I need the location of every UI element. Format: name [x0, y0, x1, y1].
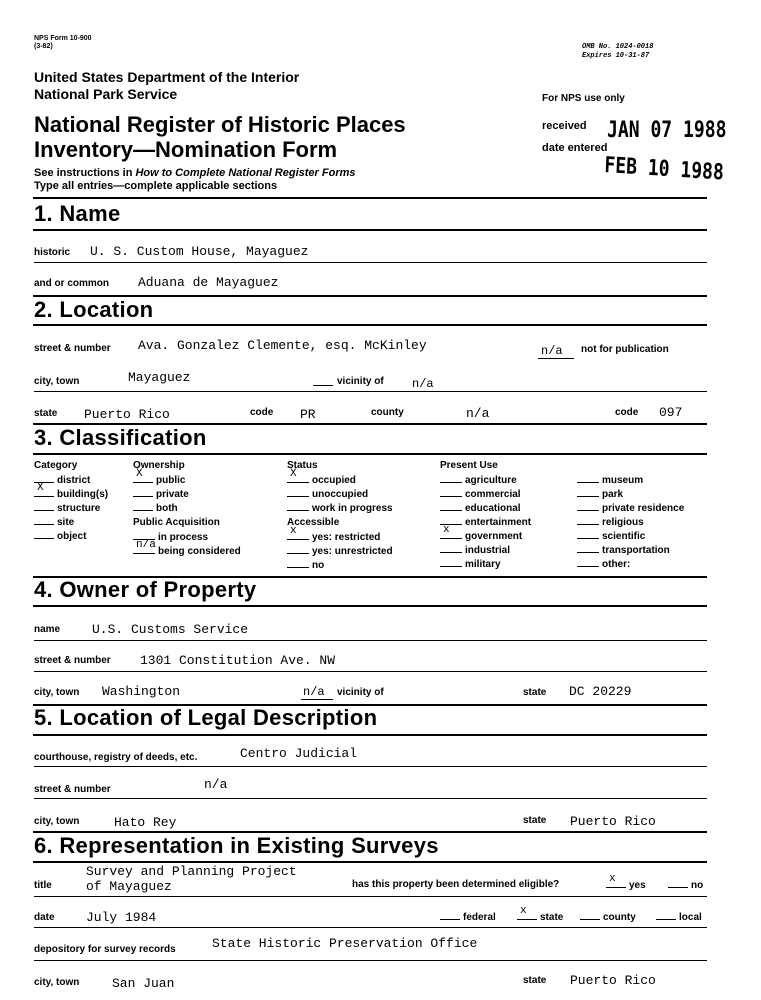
checklist-label: public [156, 475, 186, 486]
checklist-label: private residence [602, 503, 685, 514]
checkbox-line [440, 911, 460, 920]
checklist-label: entertainment [465, 517, 532, 528]
checklist-item [34, 516, 108, 530]
check-mark: n/a [136, 539, 156, 551]
checkbox-line [577, 474, 599, 483]
code-value: PR [300, 407, 316, 422]
checkbox-line [577, 516, 599, 525]
checkbox-line [34, 482, 54, 497]
street-value: Ava. Gonzalez Clemente, esq. McKinley [138, 338, 427, 353]
owner-state-value: DC 20229 [569, 684, 632, 699]
owner-vicinity-value: n/a [303, 685, 325, 699]
county-value: n/a [466, 406, 490, 421]
county-code-value: 097 [659, 405, 683, 420]
checklist-item [133, 502, 189, 516]
omb-expires: Expires 10-31-87 [582, 52, 650, 60]
county-code-label: code [615, 407, 639, 418]
nps-use-label: For NPS use only [542, 93, 625, 104]
owner-street-label: street & number [34, 655, 111, 666]
checklist-item [440, 516, 531, 530]
checklist-item [133, 488, 189, 502]
blank-line [538, 358, 574, 359]
checkbox-line [440, 474, 462, 483]
street-label: street & number [34, 343, 111, 354]
present-use-heading: Present Use [440, 460, 498, 471]
checkbox-line [287, 545, 309, 554]
section-4-heading: 4. Owner of Property [34, 577, 257, 602]
legal-state-label: state [523, 815, 547, 826]
field-line [34, 798, 707, 799]
checklist-label: agriculture [465, 475, 517, 486]
status-heading: Status [287, 460, 318, 471]
checklist-label: work in progress [312, 503, 393, 514]
check-mark: x [290, 525, 297, 537]
section-rule [33, 453, 707, 455]
checklist-item [287, 502, 393, 516]
historic-name: U. S. Custom House, Mayaguez [90, 244, 309, 259]
ownership-options [133, 468, 189, 516]
received-stamp: JAN 07 1988 [607, 118, 727, 143]
checklist-item [133, 468, 189, 488]
checklist-item [133, 539, 241, 559]
field-line [34, 391, 707, 392]
checkbox-line [287, 559, 309, 568]
owner-city-label: city, town [34, 687, 80, 698]
checkbox-line [606, 873, 626, 888]
checkbox-line [34, 502, 54, 511]
checklist-item [34, 482, 109, 502]
checklist-label: religious [602, 517, 644, 528]
section-rule [33, 861, 707, 863]
checklist-label: museum [602, 475, 644, 486]
field-line [34, 896, 707, 897]
local-level-label: local [679, 912, 702, 923]
checkbox-line [656, 911, 676, 920]
eligible-no [668, 879, 703, 891]
checklist-item [440, 488, 531, 502]
form-date: (3-82) [34, 43, 53, 50]
checklist-label: yes: restricted [312, 532, 381, 543]
owner-name-value: U.S. Customs Service [92, 622, 249, 637]
survey-title-line1: Survey and Planning Project [86, 864, 297, 879]
checklist-label: unoccupied [312, 489, 369, 500]
checklist-label: no [312, 560, 325, 571]
owner-vicinity-label: vicinity of [337, 687, 384, 698]
legal-city-label: city, town [34, 816, 80, 827]
check-mark: X [290, 468, 297, 480]
checkbox-line [133, 502, 153, 511]
survey-date-value: July 1984 [86, 910, 157, 925]
present-use-options-1 [440, 474, 531, 572]
field-line [34, 640, 707, 641]
checklist-item [287, 488, 393, 502]
field-line [34, 262, 707, 263]
depository-value: State Historic Preservation Office [212, 936, 478, 951]
checklist-item [34, 530, 108, 544]
checkbox-line [577, 488, 599, 497]
section-5-heading: 5. Location of Legal Description [34, 705, 378, 730]
checklist-label: object [57, 531, 87, 542]
checklist-label: district [57, 475, 91, 486]
checkbox-line [440, 524, 462, 539]
checkbox-line [287, 525, 309, 540]
checkbox-line [34, 530, 54, 539]
checklist-label: in process [158, 532, 209, 543]
checklist-item [440, 474, 531, 488]
instructions-prefix: See instructions in [34, 167, 136, 179]
status-options [287, 468, 393, 516]
city-label: city, town [34, 376, 80, 387]
level-local [656, 911, 702, 923]
survey-state-value: Puerto Rico [570, 973, 656, 988]
instructions-link: How to Complete National Register Forms [135, 167, 356, 179]
eligible-yes [606, 873, 646, 891]
legal-street-label: street & number [34, 784, 111, 795]
field-line [34, 671, 707, 672]
section-1-heading: 1. Name [34, 201, 121, 226]
checklist-label: park [602, 489, 624, 500]
checkbox-line [577, 502, 599, 511]
accessible-options [287, 525, 393, 573]
historic-label: historic [34, 247, 71, 258]
level-state [517, 905, 564, 923]
field-line [34, 927, 707, 928]
county-label: county [371, 407, 404, 418]
checkbox-line [440, 544, 462, 553]
checklist-item [577, 544, 684, 558]
checklist-item [287, 545, 393, 559]
department-name: United States Department of the Interior [34, 69, 300, 85]
state-level-label: state [540, 912, 564, 923]
yes-label: yes [629, 880, 646, 891]
legal-street-value: n/a [204, 777, 228, 792]
checklist-label: yes: unrestricted [312, 546, 393, 557]
checkbox-line [440, 558, 462, 567]
common-label: and or common [34, 278, 110, 289]
checklist-item [577, 558, 684, 572]
category-heading: Category [34, 460, 78, 471]
acquisition-heading: Public Acquisition [133, 517, 220, 528]
section-rule [33, 734, 707, 736]
checkbox-line [287, 502, 309, 511]
depository-label: depository for survey records [34, 944, 176, 955]
code-label: code [250, 407, 274, 418]
blank-line [313, 385, 333, 386]
date-entered-label: date entered [542, 142, 608, 154]
survey-state-label: state [523, 975, 547, 986]
acquisition-options [133, 531, 241, 559]
checkbox-line [668, 879, 688, 888]
checklist-item [34, 474, 108, 488]
checkbox-line [440, 488, 462, 497]
checklist-label: government [465, 531, 523, 542]
section-2-heading: 2. Location [34, 297, 154, 322]
survey-date-label: date [34, 912, 55, 923]
checklist-label: military [465, 559, 501, 570]
legal-state-value: Puerto Rico [570, 814, 656, 829]
omb-number: OMB No. 1024-0018 [582, 43, 654, 51]
checklist-item [577, 488, 684, 502]
owner-name-label: name [34, 624, 61, 635]
checklist-item [34, 502, 108, 516]
courthouse-value: Centro Judicial [240, 746, 358, 761]
checklist-label: site [57, 517, 75, 528]
checklist-label: scientific [602, 531, 646, 542]
checklist-item [440, 502, 531, 516]
category-options [34, 474, 108, 544]
checkbox-line [577, 530, 599, 539]
federal-label: federal [463, 912, 496, 923]
check-mark: x [520, 905, 527, 917]
level-federal [440, 911, 496, 923]
level-county [580, 911, 636, 923]
checklist-item [577, 474, 684, 488]
blank-line [301, 699, 333, 700]
field-line [34, 960, 707, 961]
check-mark: x [609, 873, 616, 885]
no-label: no [691, 880, 704, 891]
section-3-heading: 3. Classification [34, 425, 207, 450]
survey-city-value: San Juan [112, 976, 175, 991]
vicinity-label: vicinity of [337, 376, 384, 387]
common-name: Aduana de Mayaguez [138, 275, 279, 290]
instructions-type: Type all entries—complete applicable sections [34, 180, 278, 192]
checklist-label: private [156, 489, 189, 500]
checklist-label: occupied [312, 475, 356, 486]
checkbox-line [580, 911, 600, 920]
form-number: NPS Form 10-900 [34, 35, 92, 42]
section-6-heading: 6. Representation in Existing Surveys [34, 833, 439, 858]
check-mark: X [37, 482, 44, 494]
vicinity-value: n/a [412, 377, 434, 391]
checklist-item [287, 525, 393, 545]
checkbox-line [577, 544, 599, 553]
checkbox-line [287, 488, 309, 497]
checkbox-line [133, 468, 153, 483]
checklist-item [287, 559, 393, 573]
owner-state-label: state [523, 687, 547, 698]
field-line [34, 766, 707, 767]
checklist-label: being considered [158, 546, 241, 557]
owner-street-value: 1301 Constitution Ave. NW [140, 653, 336, 668]
checklist-label: building(s) [57, 489, 109, 500]
form-title-line2: Inventory—Nomination Form [34, 137, 338, 162]
form-title-line1: National Register of Historic Places [34, 112, 406, 137]
state-label: state [34, 408, 58, 419]
checkbox-line [133, 488, 153, 497]
instructions [34, 167, 356, 179]
checklist-item [577, 502, 684, 516]
checklist-item [287, 468, 393, 488]
checkbox-line [517, 905, 537, 920]
survey-title-label: title [34, 880, 52, 891]
accessible-heading: Accessible [287, 517, 340, 528]
checklist-label: both [156, 503, 178, 514]
not-for-publication-label: not for publication [581, 344, 669, 355]
ownership-heading: Ownership [133, 460, 185, 471]
checklist-label: commercial [465, 489, 521, 500]
legal-city-value: Hato Rey [114, 815, 177, 830]
checkbox-line [287, 468, 309, 483]
checklist-label: transportation [602, 545, 670, 556]
check-mark: X [136, 468, 143, 480]
city-value: Mayaguez [128, 370, 191, 385]
section-rule [33, 229, 707, 231]
section-rule [33, 197, 707, 199]
checklist-label: other: [602, 559, 631, 570]
owner-city-value: Washington [102, 684, 181, 699]
checkbox-line [133, 539, 156, 554]
checklist-item [440, 558, 531, 572]
received-label: received [542, 120, 587, 132]
section-rule [33, 324, 707, 326]
checkbox-line [34, 516, 54, 525]
checklist-item [577, 530, 684, 544]
checkbox-line [577, 558, 599, 567]
county-level-label: county [603, 912, 636, 923]
checklist-label: educational [465, 503, 521, 514]
checkbox-line [440, 502, 462, 511]
survey-title-line2: of Mayaguez [86, 879, 172, 894]
checklist-item [577, 516, 684, 530]
present-use-options-2 [577, 474, 684, 572]
not-for-publication-value: n/a [541, 344, 563, 358]
state-value: Puerto Rico [84, 407, 170, 422]
service-name: National Park Service [34, 86, 178, 102]
eligible-question: has this property been determined eligible? [352, 879, 560, 890]
survey-city-label: city, town [34, 977, 80, 988]
check-mark: x [443, 524, 450, 536]
checklist-label: industrial [465, 545, 511, 556]
courthouse-label: courthouse, registry of deeds, etc. [34, 752, 198, 763]
section-rule [33, 605, 707, 607]
entered-stamp: FEB 10 1988 [603, 153, 725, 186]
checklist-item [440, 524, 531, 544]
checklist-item [440, 544, 531, 558]
checklist-label: structure [57, 503, 101, 514]
